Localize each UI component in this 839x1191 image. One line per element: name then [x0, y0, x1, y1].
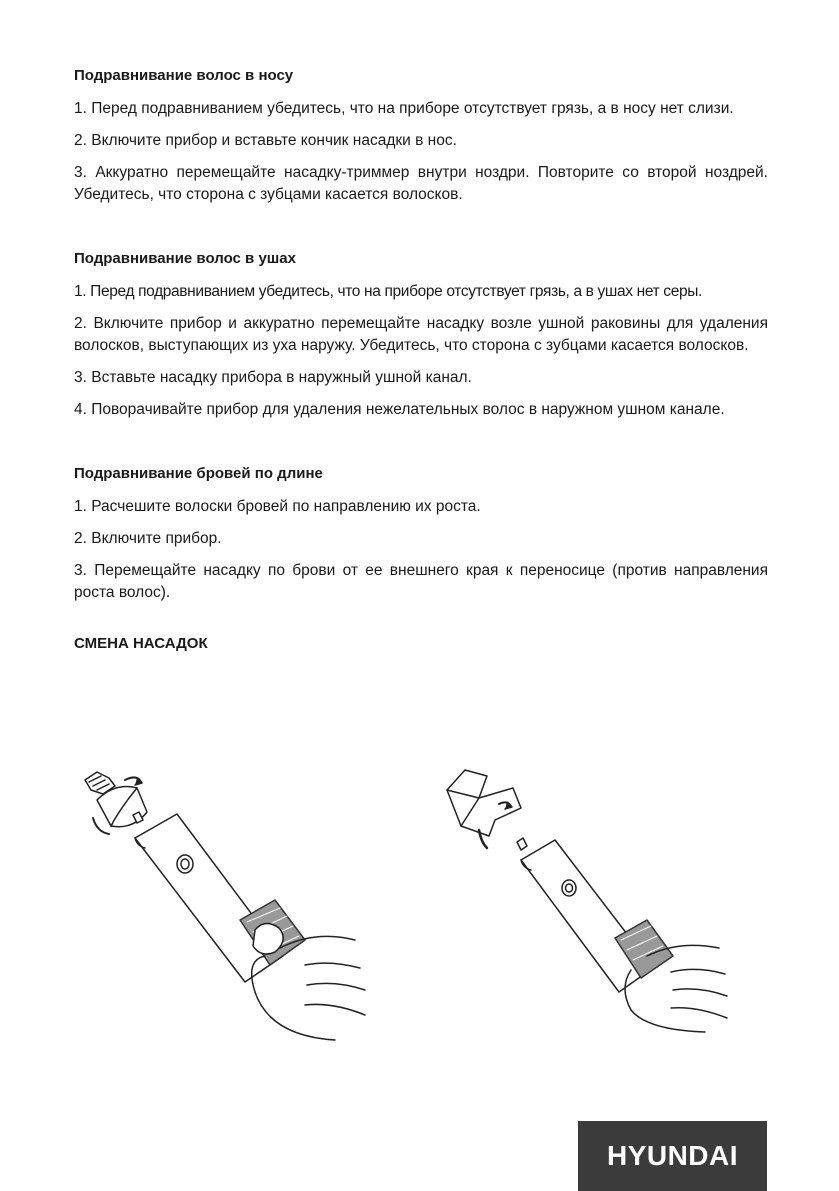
paragraph: 1. Перед подравниванием убедитесь, что на приборе отсутствует грязь, а в носу нет слизи.: [74, 100, 734, 117]
paragraph: 3. Перемещайте насадку по брови от ее внешнего края к переносице (против направления роста волос).: [74, 562, 768, 601]
section-title: Подравнивание волос в носу: [74, 67, 294, 84]
paragraph: 2. Включите прибор и аккуратно перемещайте насадку возле ушной раковины для удаления волосков, выступающих из уха наружу. Убедитесь, что сторона с зубцами касается волосков.: [74, 315, 768, 354]
section-ears: [74, 249, 768, 421]
paragraph: 1. Перед подравниванием убедитесь, что на приборе отсутствует грязь, а в ушах нет серы.: [74, 283, 702, 300]
change-attachments-heading: СМЕНА НАСАДОК: [74, 635, 208, 652]
section-title: Подравнивание волос в ушах: [74, 250, 296, 267]
paragraph: 2. Включите прибор.: [74, 530, 222, 547]
paragraph: 4. Поворачивайте прибор для удаления нежелательных волос в наружном ушном канале.: [74, 401, 725, 418]
document-page: [74, 66, 768, 654]
paragraph: 3. Аккуратно перемещайте насадку-триммер внутри ноздри. Повторите со второй ноздрей. Убедитесь, что сторона с зубцами касается волосков.: [74, 164, 768, 203]
section-eyebrows: [74, 464, 768, 604]
nose-trimmer-illustration: [75, 760, 375, 1060]
paragraph: 3. Вставьте насадку прибора в наружный ушной канал.: [74, 369, 472, 386]
hyundai-logo: [578, 1121, 767, 1191]
section-nose: [74, 66, 768, 206]
paragraph: 2. Включите прибор и вставьте кончик насадки в нос.: [74, 132, 457, 149]
paragraph: 1. Расчешите волоски бровей по направлению их роста.: [74, 498, 481, 515]
logo-text: HYUNDAI: [606, 1140, 739, 1171]
section-title: Подравнивание бровей по длине: [74, 465, 323, 482]
ear-trimmer-illustration: [435, 760, 735, 1060]
